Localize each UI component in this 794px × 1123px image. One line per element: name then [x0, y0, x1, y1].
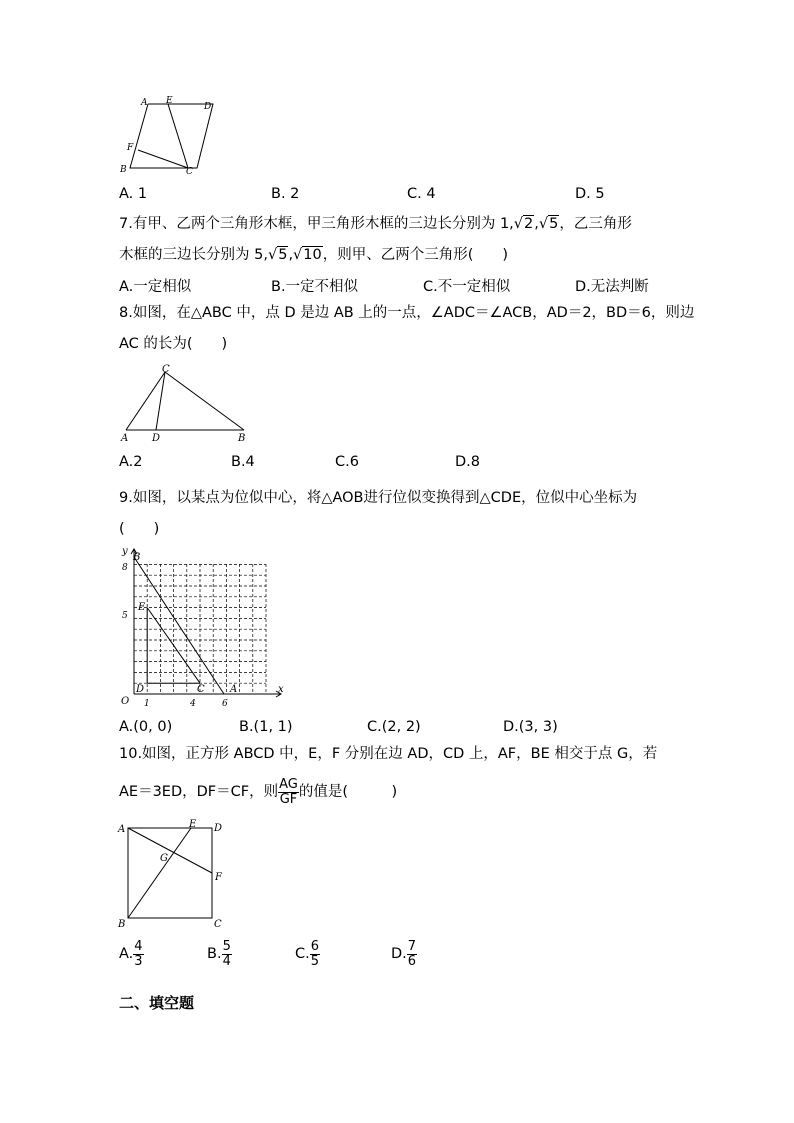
q8-figure [116, 362, 256, 444]
q6-label-c: C [186, 167, 193, 176]
q8-option-c: C.6 [335, 454, 359, 470]
q9-tick-6: 6 [222, 699, 228, 709]
q10-label-c: C [214, 919, 222, 930]
q8-option-a: A.2 [119, 454, 143, 470]
q9-tick-5: 5 [122, 611, 128, 621]
q9-label-e: E [138, 602, 146, 613]
q10-option-b: B. $\frac{5}{4}$ [207, 939, 231, 970]
q10-figure [114, 818, 234, 932]
q8-label-b: B [238, 433, 246, 444]
q9-label-y: y [122, 546, 128, 557]
section-heading-fill-blank: 二、填空题 [119, 994, 195, 1012]
q8-line2: AC 的长为( ) [119, 336, 228, 352]
q6-label-d: D [204, 102, 212, 112]
q6-option-b: B. 2 [271, 186, 300, 202]
q8-option-d: D.8 [455, 454, 480, 470]
q9-option-d: D.(3, 3) [503, 719, 558, 735]
q8-label-d: D [152, 433, 161, 444]
q9-tick-4: 4 [190, 699, 196, 709]
q10-option-a: A. $\frac{4}{3}$ [119, 939, 143, 970]
q6-label-a: A [141, 98, 148, 108]
q6-label-b: B [120, 165, 127, 175]
q7-line2: 木框的三边长分别为 5,√5,√10，则甲、乙两个三角形( ) [119, 247, 509, 263]
q9-tick-1: 1 [144, 699, 150, 709]
q10-option-d: D. $\frac{7}{6}$ [391, 939, 417, 970]
q9-label-c: C [197, 684, 205, 695]
q10-option-c: C. $\frac{6}{5}$ [295, 939, 320, 970]
q10-label-g: G [160, 853, 168, 864]
q6-figure [116, 94, 220, 176]
q6-option-c: C. 4 [407, 186, 436, 202]
q10-fraction: $\frac{AG}{GF}$ [279, 777, 298, 808]
q9-option-b: B.(1, 1) [239, 719, 293, 735]
q10-label-f: F [215, 872, 222, 883]
q9-line2: ( ) [119, 521, 160, 537]
q10-label-e: E [189, 819, 197, 830]
q6-option-a: A. 1 [119, 186, 148, 202]
q10-label-a: A [118, 824, 126, 835]
q7-option-d: D.无法判断 [575, 279, 649, 295]
q6-option-d: D. 5 [575, 186, 605, 202]
q9-label-b: B [133, 552, 141, 563]
q9-label-d: D [136, 684, 145, 695]
q10-label-b: B [118, 919, 126, 930]
q7-option-a: A.一定相似 [119, 279, 192, 295]
q6-label-f: F [127, 143, 134, 153]
q7-option-c: C.不一定相似 [423, 279, 511, 295]
q9-tick-8: 8 [122, 563, 128, 573]
q9-option-a: A.(0, 0) [119, 719, 173, 735]
q10-line2: AE＝3ED，DF＝CF，则 $\frac{AG}{GF}$ 的值是( ) [119, 777, 398, 808]
q10-line1: 10.如图，正方形 ABCD 中，E，F 分别在边 AD，CD 上，AF，BE 相交于点 G，若 [119, 746, 658, 762]
q7-line1: 7.有甲、乙两个三角形木框，甲三角形木框的三边长分别为 1,√2,√5，乙三角形 [119, 216, 632, 232]
q9-option-c: C.(2, 2) [367, 719, 421, 735]
q9-line1: 9.如图，以某点为位似中心，将△AOB进行位似变换得到△CDE，位似中心坐标为 [119, 490, 638, 506]
q8-label-c: C [162, 364, 170, 375]
q9-label-x: x [278, 684, 284, 695]
q10-label-d: D [214, 823, 223, 834]
q8-option-b: B.4 [231, 454, 255, 470]
q6-label-e: E [166, 96, 173, 106]
q8-label-a: A [121, 433, 129, 444]
q9-label-a: A [230, 684, 238, 695]
q9-figure [114, 544, 290, 712]
q8-line1: 8.如图，在△ABC 中，点 D 是边 AB 上的一点，∠ADC＝∠ACB，AD＝2，BD＝6，则边 [119, 305, 695, 321]
q9-label-o: O [121, 696, 130, 707]
q7-option-b: B.一定不相似 [271, 279, 359, 295]
